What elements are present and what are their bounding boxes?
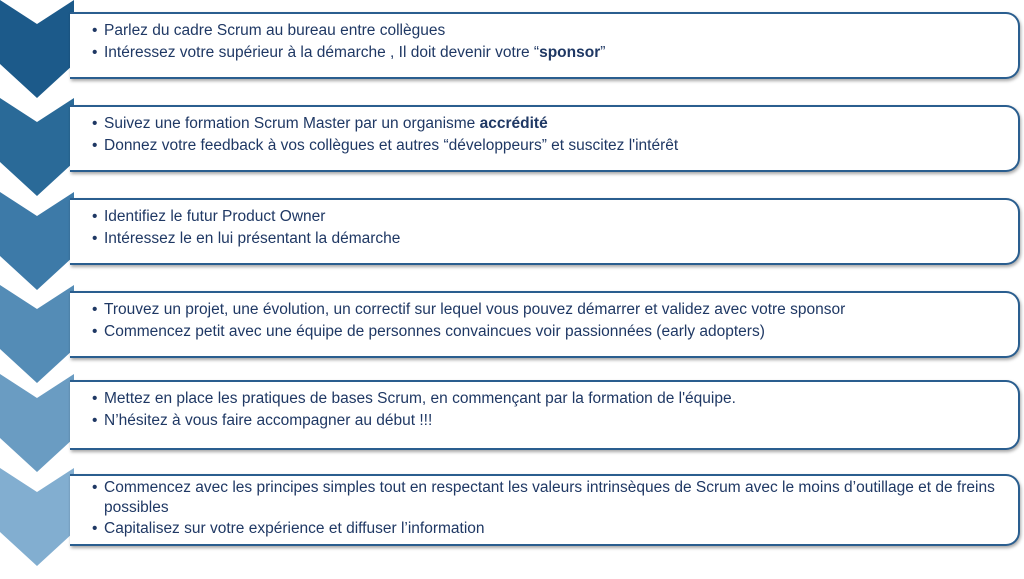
step-6-bullet-1: • Commencez avec les principes simples tout en respectant les valeurs intrinsèques de Scrum avec le moins d’outillage et de freins possibles bbox=[92, 478, 1004, 518]
step-5-bullet-2: • N’hésitez à vous faire accompagner au début !!! bbox=[92, 410, 1004, 432]
step-5-bullet-1: • Mettez en place les pratiques de bases Scrum, en commençant par la formation de l'équipe. bbox=[92, 388, 1004, 410]
chevron-2 bbox=[0, 98, 74, 196]
step-3-bullet-1: • Identifiez le futur Product Owner bbox=[92, 206, 1004, 228]
step-box-4 bbox=[70, 291, 1020, 358]
accredite-emphasis: accrédité bbox=[479, 115, 548, 132]
step-2-bullet-1: • Suivez une formation Scrum Master par un organisme accrédité bbox=[92, 113, 1004, 135]
step-1-bullet-1: • Parlez du cadre Scrum au bureau entre collègues bbox=[92, 20, 1004, 42]
step-3-bullet-2: • Intéressez le en lui présentant la démarche bbox=[92, 228, 1004, 250]
step-6-bullet-2: • Capitalisez sur votre expérience et diffuser l’information bbox=[92, 518, 1004, 540]
sponsor-emphasis: sponsor bbox=[539, 44, 601, 61]
chevron-4 bbox=[0, 285, 74, 383]
step-1-bullet-2: • Intéressez votre supérieur à la démarche , Il doit devenir votre “sponsor” bbox=[92, 42, 1004, 64]
step-box-5 bbox=[70, 380, 1020, 450]
chevron-3 bbox=[0, 192, 74, 290]
chevron-1 bbox=[0, 0, 74, 98]
step-box-3 bbox=[70, 198, 1020, 265]
chevron-5 bbox=[0, 374, 74, 472]
step-box-1 bbox=[70, 12, 1020, 79]
step-4-bullet-1: • Trouvez un projet, une évolution, un correctif sur lequel vous pouvez démarrer et validez avec votre sponsor bbox=[92, 299, 1004, 321]
step-2-bullet-2: • Donnez votre feedback à vos collègues et autres “développeurs” et suscitez l'intérêt bbox=[92, 135, 1004, 157]
step-box-6 bbox=[70, 474, 1020, 546]
step-box-2 bbox=[70, 105, 1020, 172]
chevron-6 bbox=[0, 468, 74, 566]
step-4-bullet-2: • Commencez petit avec une équipe de personnes convaincues voir passionnées (early adopters) bbox=[92, 321, 1004, 343]
